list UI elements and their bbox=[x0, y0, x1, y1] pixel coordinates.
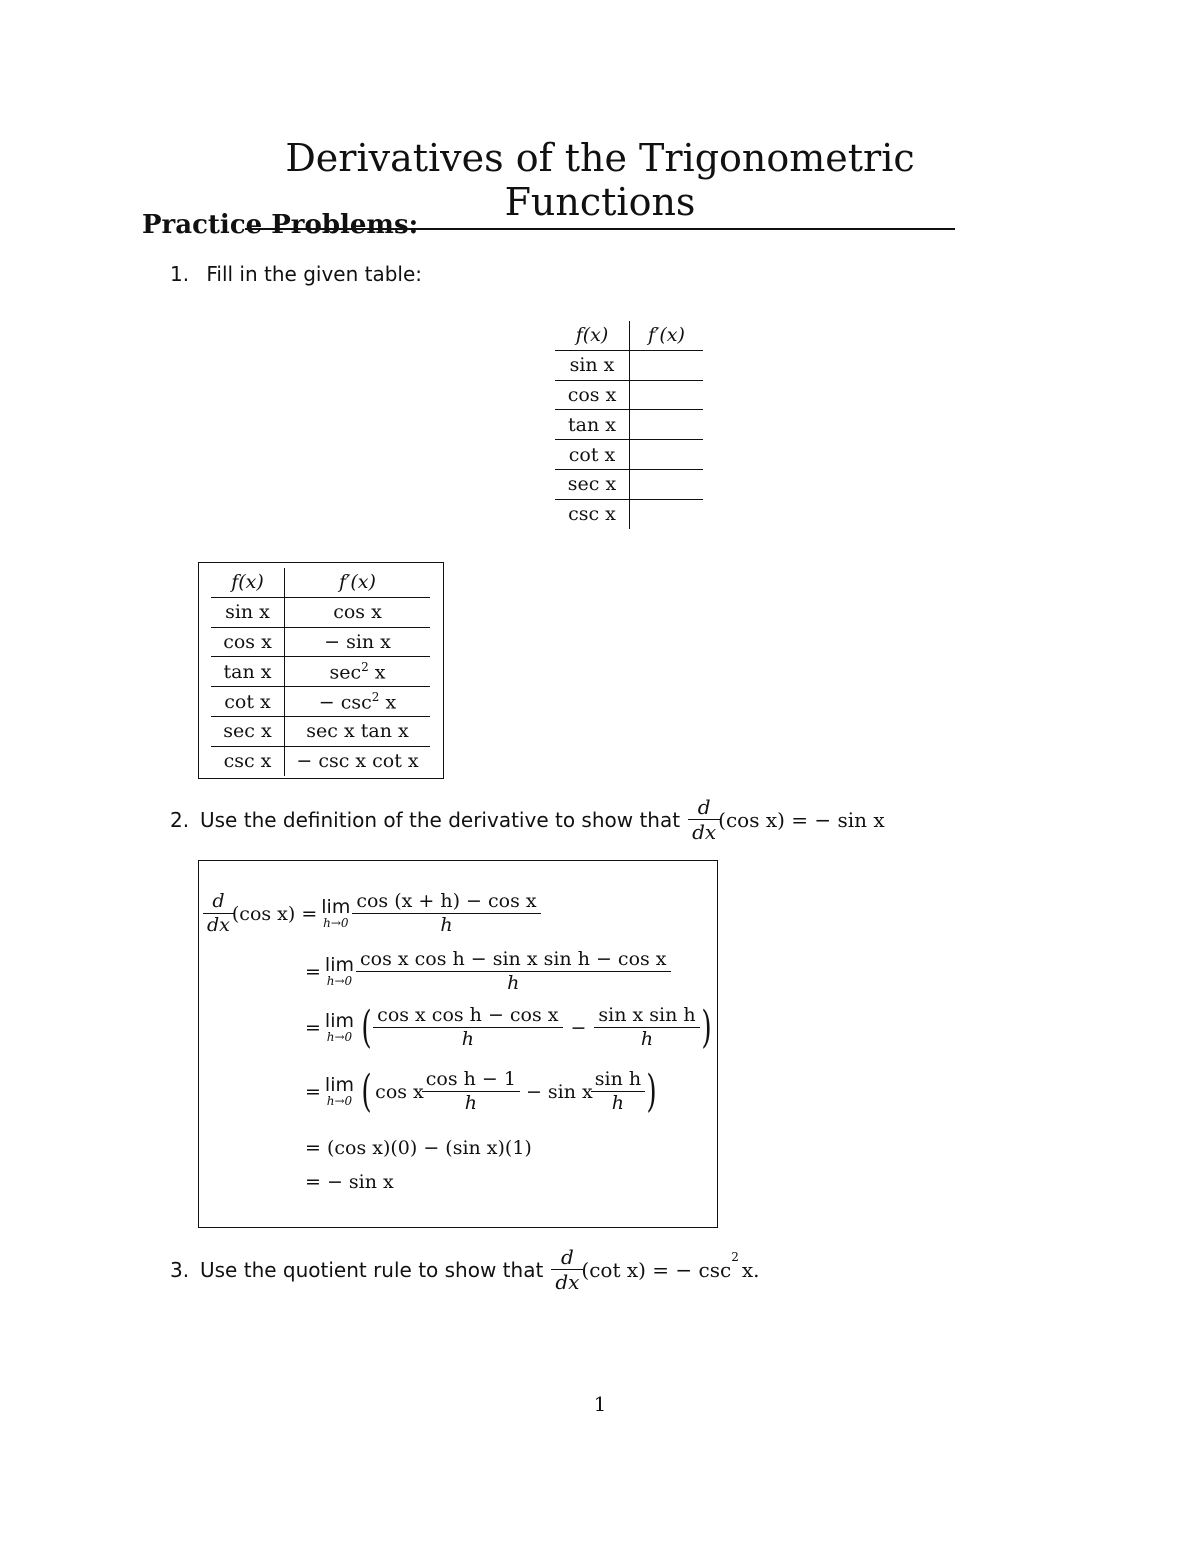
frac-den: dx bbox=[688, 819, 720, 844]
frac-num: cos (x + h) − cos x bbox=[356, 890, 537, 912]
left-paren: ( bbox=[361, 1001, 372, 1053]
problem-text: Fill in the given table: bbox=[206, 262, 423, 286]
limit bbox=[321, 895, 351, 930]
equals: = bbox=[305, 1080, 321, 1103]
table-cell: cos x bbox=[211, 627, 285, 657]
limit bbox=[324, 1009, 354, 1044]
lim-label: lim bbox=[321, 895, 351, 918]
frac-num: sin h bbox=[594, 1068, 642, 1090]
lim-sub: h→0 bbox=[326, 1093, 353, 1108]
fraction bbox=[375, 1005, 560, 1051]
header-fprime: f′(x) bbox=[630, 321, 704, 350]
derivative-operator bbox=[690, 796, 718, 844]
table-cell: tan x bbox=[211, 657, 285, 687]
proof-line-4 bbox=[305, 1065, 660, 1117]
frac-den: h bbox=[594, 1027, 699, 1051]
fraction bbox=[596, 1005, 697, 1051]
limit bbox=[324, 953, 354, 988]
lim-sub: h→0 bbox=[326, 1029, 353, 1044]
blank-cell bbox=[630, 380, 704, 410]
fraction bbox=[424, 1069, 518, 1115]
derivative-operator bbox=[205, 891, 232, 937]
table-cell: sin x bbox=[211, 597, 285, 627]
limit bbox=[324, 1073, 354, 1108]
section-heading: Practice Problems: bbox=[142, 210, 419, 240]
table-cell: sin x bbox=[555, 350, 630, 380]
fraction bbox=[354, 891, 538, 937]
header-f: f(x) bbox=[211, 568, 285, 597]
lim-sub: h→0 bbox=[323, 915, 349, 930]
frac-num: d bbox=[697, 795, 711, 819]
lim-sub: h→0 bbox=[326, 973, 353, 988]
answer-derivative-table bbox=[211, 568, 430, 776]
frac-num: cos x cos h − cos x bbox=[377, 1004, 559, 1026]
frac-num: d bbox=[560, 1245, 574, 1269]
blank-cell bbox=[630, 469, 704, 499]
proof-line-3 bbox=[305, 1001, 715, 1053]
problem-1 bbox=[170, 262, 422, 286]
problem-number: 2. bbox=[170, 808, 190, 832]
problem-text: Use the quotient rule to show that bbox=[200, 1258, 544, 1282]
cell-fn: sec bbox=[329, 661, 362, 684]
blank-cell bbox=[630, 350, 704, 380]
proof-lhs: (cos x) = bbox=[231, 902, 318, 925]
table-cell bbox=[285, 657, 431, 687]
derivative-operator bbox=[553, 1246, 581, 1294]
table-cell: sec x tan x bbox=[285, 716, 431, 746]
frac-den: dx bbox=[551, 1269, 583, 1294]
table-cell: csc x bbox=[211, 746, 285, 775]
lim-label: lim bbox=[324, 1073, 354, 1096]
problem-3 bbox=[170, 1246, 759, 1294]
frac-den: h bbox=[373, 1027, 562, 1051]
problem-2 bbox=[170, 796, 885, 844]
cell-fn: − csc bbox=[318, 691, 372, 714]
header-f: f(x) bbox=[555, 321, 630, 350]
frac-den: h bbox=[591, 1091, 645, 1115]
page-title: Derivatives of the Trigonometric Functions bbox=[245, 136, 955, 230]
term: − sin x bbox=[525, 1080, 593, 1103]
fraction bbox=[358, 949, 669, 995]
table-cell: tan x bbox=[555, 410, 630, 440]
answer-table-box bbox=[198, 562, 444, 779]
frac-den: dx bbox=[203, 913, 234, 937]
table-cell: sec x bbox=[555, 469, 630, 499]
table-cell: − sin x bbox=[285, 627, 431, 657]
proof-line-6: = − sin x bbox=[305, 1171, 394, 1193]
blank-cell bbox=[630, 410, 704, 440]
blank-cell bbox=[630, 440, 704, 470]
table-cell: csc x bbox=[555, 499, 630, 528]
proof-box bbox=[198, 860, 718, 1228]
proof-line-5: = (cos x)(0) − (sin x)(1) bbox=[305, 1137, 532, 1159]
problem-number: 3. bbox=[170, 1258, 190, 1282]
equals: = bbox=[305, 960, 321, 983]
problem-number: 1. bbox=[170, 262, 190, 286]
table-cell: cot x bbox=[211, 687, 285, 717]
lim-label: lim bbox=[324, 1009, 354, 1032]
frac-den: h bbox=[356, 971, 671, 995]
blank-derivative-table bbox=[555, 321, 703, 529]
cell-var: x bbox=[374, 661, 386, 684]
frac-num: d bbox=[212, 890, 225, 912]
right-paren: ) bbox=[646, 1065, 657, 1117]
result-tail: x. bbox=[741, 1258, 760, 1282]
blank-cell bbox=[630, 499, 704, 528]
cell-exponent: 2 bbox=[361, 660, 369, 675]
problem-text: Use the definition of the derivative to show that bbox=[200, 808, 681, 832]
equals: = bbox=[305, 1016, 321, 1039]
cell-var: x bbox=[385, 691, 397, 714]
cell-exponent: 2 bbox=[371, 689, 380, 704]
minus-sign: − bbox=[570, 1016, 587, 1039]
proof-line-2 bbox=[305, 949, 669, 995]
result-exponent: 2 bbox=[731, 1250, 739, 1264]
left-paren: ( bbox=[361, 1065, 372, 1117]
table-cell: cos x bbox=[555, 380, 630, 410]
page-number: 1 bbox=[593, 1392, 607, 1416]
lim-label: lim bbox=[324, 953, 354, 976]
proof-line-1 bbox=[205, 891, 539, 937]
table-cell: sec x bbox=[211, 716, 285, 746]
fraction bbox=[593, 1069, 643, 1115]
frac-num: sin x sin h bbox=[598, 1004, 696, 1026]
problem-result: (cos x) = − sin x bbox=[718, 808, 885, 832]
frac-den: h bbox=[422, 1091, 520, 1115]
frac-num: cos x cos h − sin x sin h − cos x bbox=[360, 948, 667, 970]
problem-result: (cot x) = − csc bbox=[581, 1258, 732, 1282]
table-cell bbox=[285, 687, 431, 717]
frac-den: h bbox=[352, 913, 540, 937]
table-cell: − csc x cot x bbox=[296, 750, 419, 773]
right-paren: ) bbox=[701, 1001, 712, 1053]
table-cell: cos x bbox=[285, 597, 431, 627]
frac-num: cos h − 1 bbox=[425, 1068, 516, 1090]
term: cos x bbox=[375, 1080, 424, 1103]
header-fprime: f′(x) bbox=[285, 568, 431, 597]
table-cell: cot x bbox=[555, 440, 630, 470]
